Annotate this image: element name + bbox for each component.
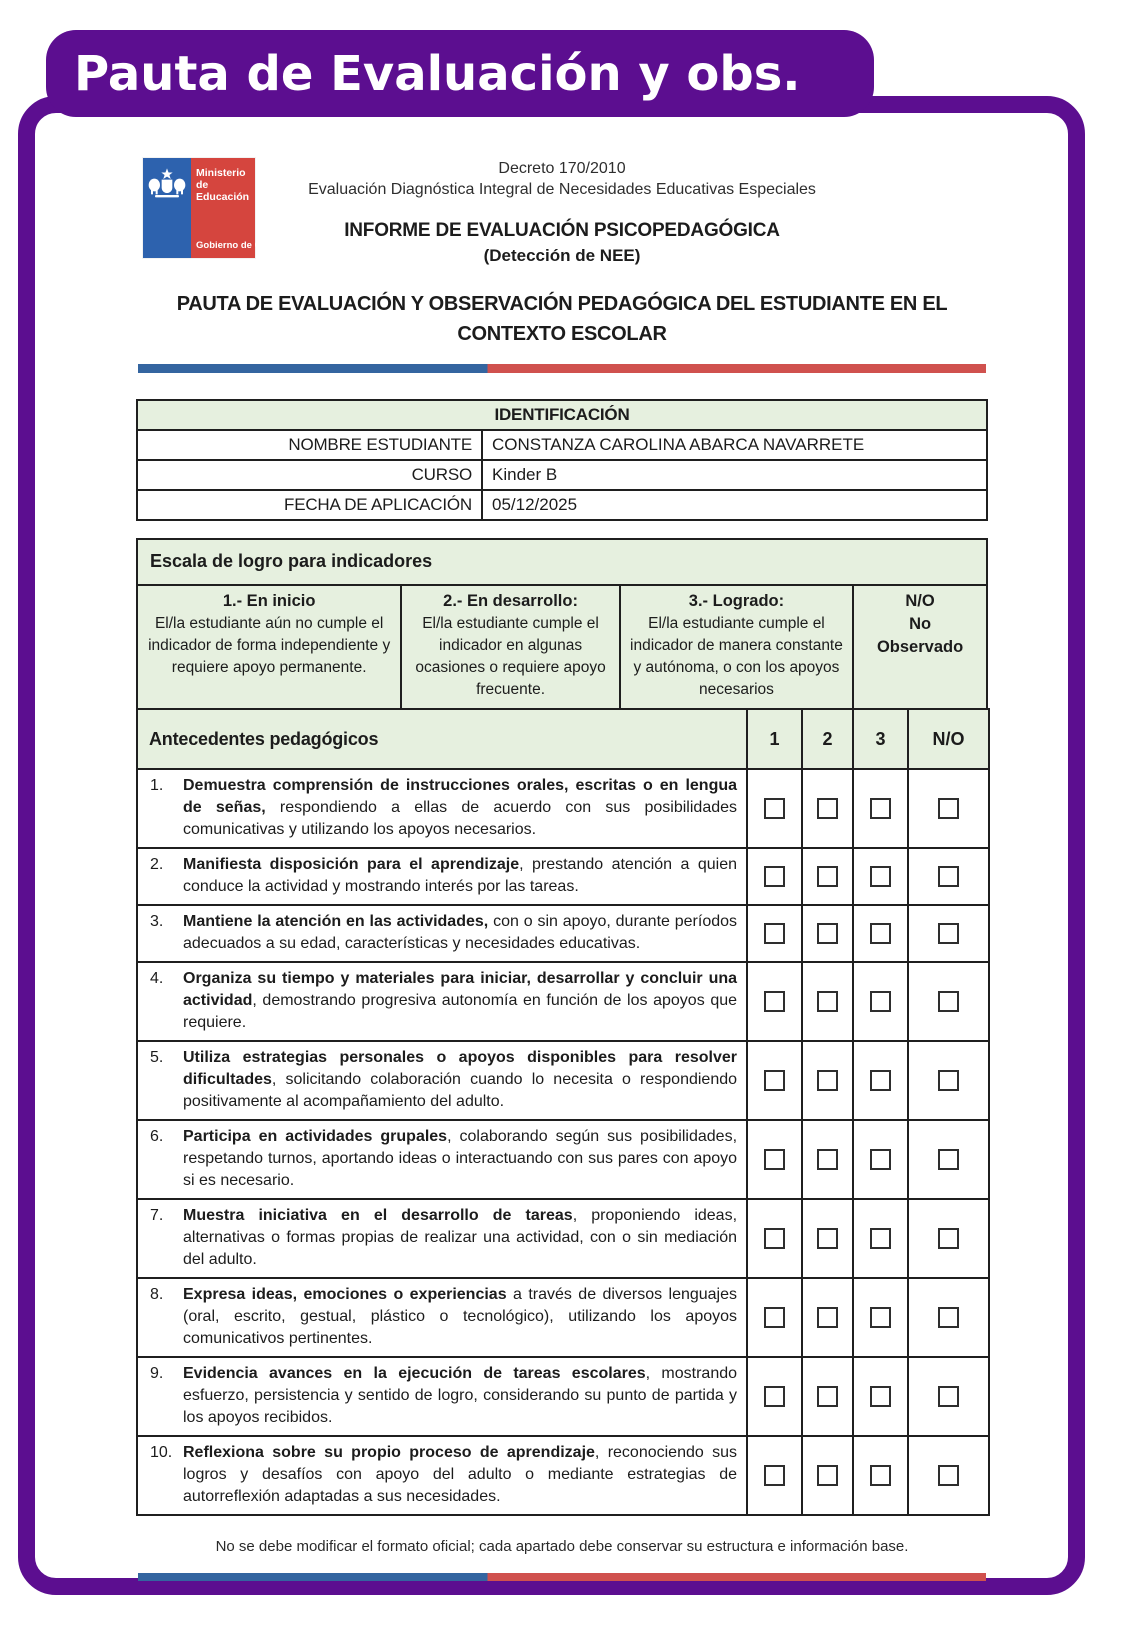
item-bold-text: Utiliza estrategias personales o apoyos disponibles para resolver dificultades (183, 1049, 738, 1088)
logo-ministry-label: Ministerio de Educación (196, 167, 250, 203)
table-row (137, 1357, 989, 1436)
item-bold-text: Muestra iniciativa en el desarrollo de tareas (183, 1207, 573, 1224)
item-bold-text: Evidencia avances en la ejecución de tareas escolares (183, 1365, 646, 1382)
checkbox-not-observed[interactable] (938, 866, 959, 887)
item-text (181, 1278, 747, 1357)
checkbox-score-1[interactable] (764, 1307, 785, 1328)
checkbox-score-1[interactable] (764, 1386, 785, 1407)
checkbox-score-1[interactable] (764, 991, 785, 1012)
table-row (137, 460, 987, 490)
item-number: 3. (150, 913, 164, 930)
checkbox-score-1[interactable] (764, 798, 785, 819)
decree-description: Evaluación Diagnóstica Integral de Necesidades Educativas Especiales (308, 181, 816, 198)
page-title: Pauta de Evaluación y obs. (74, 45, 801, 102)
checkbox-score-2[interactable] (817, 1465, 838, 1486)
item-number: 1. (150, 777, 164, 794)
table-row (137, 962, 989, 1041)
document-title-line2: CONTEXTO ESCOLAR (457, 323, 667, 345)
item-number: 6. (150, 1128, 164, 1145)
logo-red-panel (191, 158, 278, 258)
table-row (137, 1278, 989, 1357)
column-header-no: N/O (908, 709, 989, 769)
item-number: 2. (150, 856, 164, 873)
checkbox-score-2[interactable] (817, 1228, 838, 1249)
column-header-3: 3 (853, 709, 908, 769)
table-row (137, 848, 989, 905)
item-rest-text: , solicitando colaboración cuando lo necesita o respondiendo positivamente al acompañamiento del adulto. (183, 1071, 738, 1110)
item-bold-text: Organiza su tiempo y materiales para iniciar, desarrollar y concluir una actividad (183, 970, 738, 1009)
divider-bar-bottom (138, 1573, 986, 1581)
column-header-2: 2 (802, 709, 853, 769)
table-row (137, 1120, 989, 1199)
indicators-table (136, 708, 990, 1516)
page-header-banner (46, 30, 874, 117)
identification-table (136, 399, 988, 521)
logo-blue-panel (143, 158, 191, 258)
ministry-logo (143, 158, 278, 258)
item-text (181, 1041, 747, 1120)
student-name-label: NOMBRE ESTUDIANTE (137, 430, 482, 460)
scale-level-2-heading: 2.- En desarrollo: (443, 592, 578, 610)
checkbox-score-1[interactable] (764, 1465, 785, 1486)
scale-title: Escala de logro para indicadores (137, 539, 987, 585)
checkbox-score-3[interactable] (870, 991, 891, 1012)
identification-header: IDENTIFICACIÓN (137, 400, 987, 430)
checkbox-not-observed[interactable] (938, 1228, 959, 1249)
scale-level-3 (620, 585, 853, 709)
scale-level-no-heading: N/O (905, 592, 935, 610)
scale-levels-row (137, 585, 987, 709)
item-text (181, 1120, 747, 1199)
table-row (137, 430, 987, 460)
item-text (181, 962, 747, 1041)
checkbox-not-observed[interactable] (938, 1307, 959, 1328)
scale-level-no-line1: No (909, 615, 932, 633)
document-body (136, 152, 988, 1581)
checkbox-score-2[interactable] (817, 1386, 838, 1407)
scale-level-1-heading: 1.- En inicio (222, 592, 316, 610)
item-rest-text: , prestando atención a quien conduce la actividad y mostrando interés por las tareas. (183, 856, 738, 895)
scale-level-no (853, 585, 987, 709)
item-number: 7. (150, 1207, 164, 1224)
item-bold-text: Mantiene la atención en las actividades, (183, 913, 489, 930)
checkbox-score-1[interactable] (764, 866, 785, 887)
item-rest-text: , proponiendo ideas, alternativas o formas propias de realizar una actividad, con o sin mediación del adulto. (183, 1207, 738, 1268)
checkbox-score-3[interactable] (870, 923, 891, 944)
item-text (181, 905, 747, 962)
scale-level-no-line2: Observado (876, 638, 964, 656)
checkbox-score-2[interactable] (817, 1149, 838, 1170)
report-subtitle: (Detección de NEE) (483, 246, 641, 265)
checkbox-score-1[interactable] (764, 1149, 785, 1170)
checkbox-score-3[interactable] (870, 1465, 891, 1486)
item-rest-text: , demostrando progresiva autonomía en función de los apoyos que requiere. (183, 992, 738, 1031)
table-row (137, 769, 989, 848)
item-bold-text: Expresa ideas, emociones o experiencias (183, 1286, 507, 1303)
item-rest-text: , colaborando según sus posibilidades, respetando turnos, aportando ideas o interactuando con sus pares con apoyo si es necesario. (183, 1128, 738, 1189)
divider-bar-top (138, 364, 986, 373)
checkbox-not-observed[interactable] (938, 1386, 959, 1407)
student-name-value[interactable]: CONSTANZA CAROLINA ABARCA NAVARRETE (482, 430, 987, 460)
item-rest-text: , mostrando esfuerzo, persistencia y sentido de logro, considerando su punto de partida y los apoyos recibidos. (183, 1365, 738, 1426)
checkbox-score-2[interactable] (817, 1070, 838, 1091)
document-title-line1: PAUTA DE EVALUACIÓN Y OBSERVACIÓN PEDAGÓGICA DEL ESTUDIANTE EN EL (176, 293, 948, 315)
indicators-header-row (137, 709, 989, 769)
checkbox-score-3[interactable] (870, 1386, 891, 1407)
item-text (181, 769, 747, 848)
item-rest-text: a través de diversos lenguajes (oral, escrito, gestual, plástico o tecnológico), utilizando los apoyos comunicativos pertinentes. (183, 1286, 738, 1347)
scale-level-2 (401, 585, 619, 709)
scale-level-1 (137, 585, 401, 709)
checkbox-score-3[interactable] (870, 1307, 891, 1328)
coat-of-arms-icon (147, 166, 187, 200)
item-text (181, 1199, 747, 1278)
table-row (137, 490, 987, 520)
item-bold-text: Participa en actividades grupales (183, 1128, 448, 1145)
checkbox-not-observed[interactable] (938, 798, 959, 819)
checkbox-score-1[interactable] (764, 923, 785, 944)
footer-note: No se debe modificar el formato oficial; cada apartado debe conservar su estructura e información base. (215, 1538, 909, 1555)
item-bold-text: Demuestra comprensión de instrucciones orales, escritas o en lengua de señas, (183, 777, 738, 816)
checkbox-score-3[interactable] (870, 866, 891, 887)
checkbox-score-2[interactable] (817, 1307, 838, 1328)
item-text (181, 848, 747, 905)
checkbox-not-observed[interactable] (938, 1149, 959, 1170)
table-row (137, 905, 989, 962)
table-row (137, 1041, 989, 1120)
checkbox-score-1[interactable] (764, 1228, 785, 1249)
scale-level-3-heading: 3.- Logrado: (688, 592, 785, 610)
checkbox-score-2[interactable] (817, 866, 838, 887)
item-text (181, 1436, 747, 1515)
item-number: 8. (150, 1286, 164, 1303)
checkbox-score-3[interactable] (870, 1070, 891, 1091)
item-rest-text: con o sin apoyo, durante períodos adecuados a su edad, características y necesidades educativas. (183, 913, 738, 952)
table-row (137, 1436, 989, 1515)
item-number: 9. (150, 1365, 164, 1382)
item-number: 5. (150, 1049, 164, 1066)
scale-level-3-description: El/la estudiante cumple el indicador de manera constante y autónoma, o con los apoyos necesarios (630, 615, 843, 698)
item-text (181, 1357, 747, 1436)
checkbox-score-1[interactable] (764, 1070, 785, 1091)
course-value[interactable]: Kinder B (482, 460, 987, 490)
decree-number: Decreto 170/2010 (498, 160, 626, 177)
checkbox-score-3[interactable] (870, 1149, 891, 1170)
document-title (136, 289, 988, 349)
course-label: CURSO (137, 460, 482, 490)
item-number: 10. (150, 1444, 173, 1461)
report-title: INFORME DE EVALUACIÓN PSICOPEDAGÓGICA (344, 220, 780, 241)
checkbox-score-3[interactable] (870, 798, 891, 819)
checkbox-score-3[interactable] (870, 1228, 891, 1249)
checkbox-score-2[interactable] (817, 798, 838, 819)
table-row (137, 1199, 989, 1278)
application-date-label: FECHA DE APLICACIÓN (137, 490, 482, 520)
column-header-1: 1 (747, 709, 802, 769)
checkbox-not-observed[interactable] (938, 923, 959, 944)
item-rest-text: respondiendo a ellas de acuerdo con sus posibilidades comunicativas y utilizando los apoyos necesarios. (183, 799, 738, 838)
item-bold-text: Reflexiona sobre su propio proceso de aprendizaje (183, 1444, 595, 1461)
section-title: Antecedentes pedagógicos (137, 709, 747, 769)
item-rest-text: , reconociendo sus logros y desafíos con apoyo del adulto o mediante estrategias de autorreflexión adaptadas a sus necesidades. (183, 1444, 738, 1505)
checkbox-not-observed[interactable] (938, 991, 959, 1012)
checkbox-score-2[interactable] (817, 991, 838, 1012)
checkbox-not-observed[interactable] (938, 1465, 959, 1486)
item-bold-text: Manifiesta disposición para el aprendizaje (183, 856, 520, 873)
checkbox-score-2[interactable] (817, 923, 838, 944)
checkbox-not-observed[interactable] (938, 1070, 959, 1091)
logo-government-label: Gobierno de Chile (196, 240, 278, 251)
achievement-scale-table (136, 538, 988, 710)
application-date-value[interactable]: 05/12/2025 (482, 490, 987, 520)
item-number: 4. (150, 970, 164, 987)
document-header (136, 152, 988, 265)
scale-level-2-description: El/la estudiante cumple el indicador en algunas ocasiones o requiere apoyo frecuente. (415, 615, 606, 698)
scale-level-1-description: El/la estudiante aún no cumple el indicador de forma independiente y requiere apoyo permanente. (148, 615, 391, 676)
